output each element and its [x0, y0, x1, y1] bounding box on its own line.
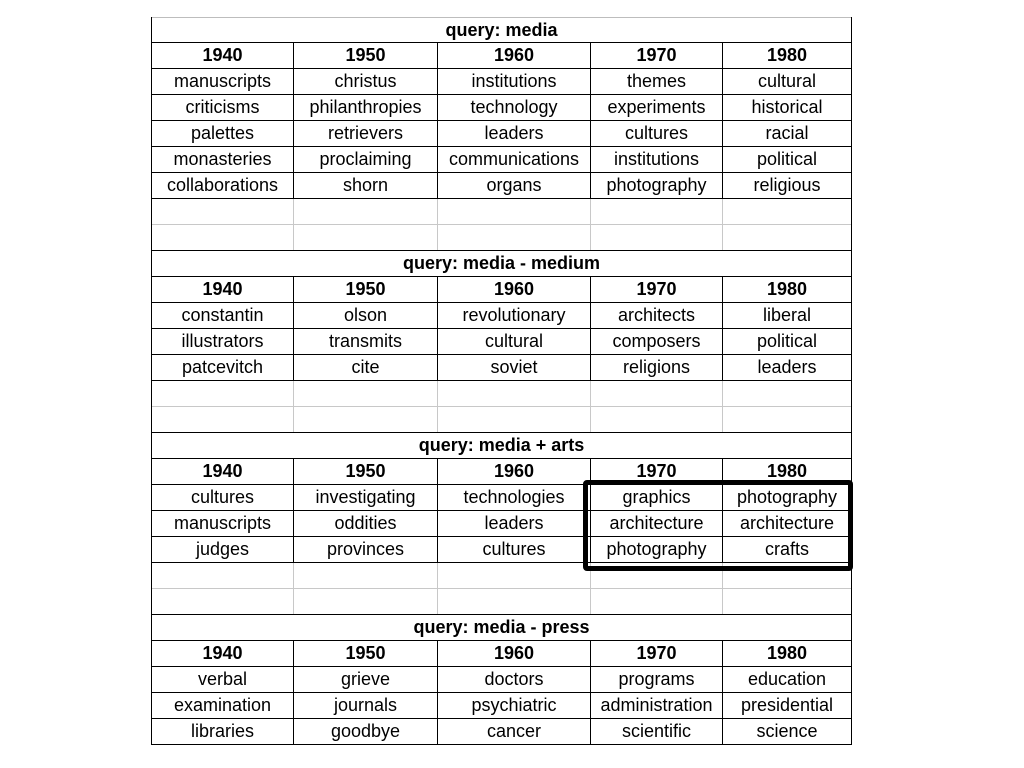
table-cell: cultural	[438, 329, 591, 354]
table-cell: administration	[591, 693, 723, 718]
table-cell: religious	[753, 175, 821, 195]
table-cell: shorn	[294, 173, 438, 198]
year-header: 1970	[591, 277, 723, 302]
empty-cell	[152, 589, 294, 614]
table-cell: scientific	[591, 719, 723, 744]
table-cell: cultures	[438, 537, 591, 562]
empty-cell	[591, 407, 723, 432]
table-cell: patcevitch	[152, 355, 294, 380]
table-cell: photography	[736, 487, 838, 507]
year-header-row	[152, 641, 851, 667]
table-cell: photography	[591, 537, 723, 562]
year-header: 1970	[591, 459, 723, 484]
year-header: 1940	[152, 641, 294, 666]
table-cell: architects	[591, 303, 723, 328]
table-cell: technology	[438, 95, 591, 120]
empty-cell	[723, 563, 851, 588]
empty-row	[152, 199, 851, 225]
table-row	[152, 667, 851, 693]
empty-cell	[591, 563, 723, 588]
empty-cell	[723, 199, 851, 224]
table-cell: programs	[591, 667, 723, 692]
table-cell: provinces	[294, 537, 438, 562]
table-cell: architecture	[739, 513, 835, 533]
empty-cell	[591, 381, 723, 406]
table-cell: grieve	[294, 667, 438, 692]
table-cell: retrievers	[294, 121, 438, 146]
year-header-row	[152, 43, 851, 69]
table-cell: communications	[438, 147, 591, 172]
table-cell: cultures	[591, 121, 723, 146]
table-cell: revolutionary	[438, 303, 591, 328]
table-cell: illustrators	[152, 329, 294, 354]
table-cell: psychiatric	[438, 693, 591, 718]
table-cell: historical	[751, 97, 823, 117]
table-cell: collaborations	[152, 173, 294, 198]
year-header: 1950	[294, 641, 438, 666]
year-header: 1940	[152, 459, 294, 484]
table-cell: investigating	[294, 485, 438, 510]
table-cell: libraries	[152, 719, 294, 744]
table-cell: graphics	[591, 485, 723, 510]
table-row	[152, 511, 851, 537]
empty-cell	[438, 589, 591, 614]
table-row	[152, 537, 851, 563]
empty-cell	[294, 199, 438, 224]
table-cell: monasteries	[152, 147, 294, 172]
table-cell: themes	[591, 69, 723, 94]
table-cell: goodbye	[294, 719, 438, 744]
table-cell: experiments	[591, 95, 723, 120]
table-cell: education	[747, 669, 827, 689]
empty-cell	[591, 225, 723, 250]
year-header: 1980	[766, 461, 808, 481]
table-cell: cultures	[152, 485, 294, 510]
table-row	[152, 303, 851, 329]
table-cell: manuscripts	[152, 511, 294, 536]
year-header: 1950	[294, 459, 438, 484]
table-cell: christus	[294, 69, 438, 94]
table-row	[152, 69, 851, 95]
table-cell: racial	[765, 123, 809, 143]
empty-cell	[152, 225, 294, 250]
table-cell: political	[756, 331, 818, 351]
spreadsheet	[151, 17, 852, 745]
table-row	[152, 147, 851, 173]
table-cell: crafts	[764, 539, 809, 559]
table-row	[152, 485, 851, 511]
table-cell: palettes	[152, 121, 294, 146]
table-row	[152, 719, 851, 745]
table-cell: organs	[438, 173, 591, 198]
table-cell: photography	[591, 173, 723, 198]
empty-cell	[438, 381, 591, 406]
table-cell: leaders	[438, 121, 591, 146]
table-cell: manuscripts	[152, 69, 294, 94]
query-title: query: media	[445, 19, 558, 40]
table-cell: oddities	[294, 511, 438, 536]
table-cell: verbal	[152, 667, 294, 692]
empty-row	[152, 563, 851, 589]
table-row	[152, 329, 851, 355]
empty-row	[152, 381, 851, 407]
year-header: 1960	[438, 43, 591, 68]
year-header: 1970	[591, 641, 723, 666]
table-cell: philanthropies	[294, 95, 438, 120]
table-cell: transmits	[294, 329, 438, 354]
table-row	[152, 693, 851, 719]
query-title: query: media + arts	[418, 435, 585, 455]
empty-row	[152, 225, 851, 251]
empty-cell	[152, 199, 294, 224]
table-cell: proclaiming	[294, 147, 438, 172]
empty-cell	[438, 563, 591, 588]
year-header: 1980	[766, 279, 808, 299]
table-row	[152, 121, 851, 147]
empty-cell	[723, 225, 851, 250]
table-cell: journals	[294, 693, 438, 718]
table-row	[152, 95, 851, 121]
table-row	[152, 173, 851, 199]
table-cell: criticisms	[152, 95, 294, 120]
table-cell: institutions	[438, 69, 591, 94]
year-header-row	[152, 277, 851, 303]
table-cell: cancer	[438, 719, 591, 744]
query-title-row	[152, 433, 851, 459]
empty-cell	[723, 381, 851, 406]
empty-cell	[723, 407, 851, 432]
table-cell: religions	[591, 355, 723, 380]
year-header: 1960	[438, 459, 591, 484]
query-title-row	[152, 251, 851, 277]
empty-cell	[438, 225, 591, 250]
table-cell: cite	[294, 355, 438, 380]
year-header: 1980	[766, 45, 808, 65]
empty-cell	[152, 407, 294, 432]
year-header: 1980	[766, 643, 808, 663]
empty-cell	[294, 225, 438, 250]
year-header-row	[152, 459, 851, 485]
table-cell: soviet	[438, 355, 591, 380]
empty-cell	[152, 563, 294, 588]
table-cell: science	[756, 721, 818, 741]
table-cell: judges	[152, 537, 294, 562]
empty-cell	[152, 381, 294, 406]
empty-row	[152, 589, 851, 615]
year-header: 1960	[438, 641, 591, 666]
empty-cell	[294, 589, 438, 614]
empty-row	[152, 407, 851, 433]
empty-cell	[294, 381, 438, 406]
year-header: 1940	[152, 277, 294, 302]
table-cell: liberal	[762, 305, 812, 325]
empty-cell	[723, 589, 851, 614]
query-title: query: media - medium	[402, 253, 601, 273]
year-header: 1970	[591, 43, 723, 68]
empty-cell	[591, 199, 723, 224]
table-cell: architecture	[591, 511, 723, 536]
table-cell: doctors	[438, 667, 591, 692]
empty-cell	[294, 407, 438, 432]
empty-cell	[438, 407, 591, 432]
empty-cell	[438, 199, 591, 224]
year-header: 1950	[294, 43, 438, 68]
empty-cell	[591, 589, 723, 614]
table-cell: presidential	[740, 695, 834, 715]
table-cell: examination	[152, 693, 294, 718]
table-row	[152, 355, 851, 381]
year-header: 1940	[152, 43, 294, 68]
table-cell: political	[756, 149, 818, 169]
year-header: 1960	[438, 277, 591, 302]
query-title-row	[152, 17, 851, 43]
table-cell: leaders	[438, 511, 591, 536]
table-cell: institutions	[591, 147, 723, 172]
table-cell: constantin	[152, 303, 294, 328]
table-cell: composers	[591, 329, 723, 354]
query-title-row	[152, 615, 851, 641]
table-cell: olson	[294, 303, 438, 328]
table-cell: technologies	[438, 485, 591, 510]
empty-cell	[294, 563, 438, 588]
query-title: query: media - press	[413, 617, 590, 637]
table-cell: cultural	[757, 71, 817, 91]
table-cell: leaders	[757, 357, 817, 377]
year-header: 1950	[294, 277, 438, 302]
